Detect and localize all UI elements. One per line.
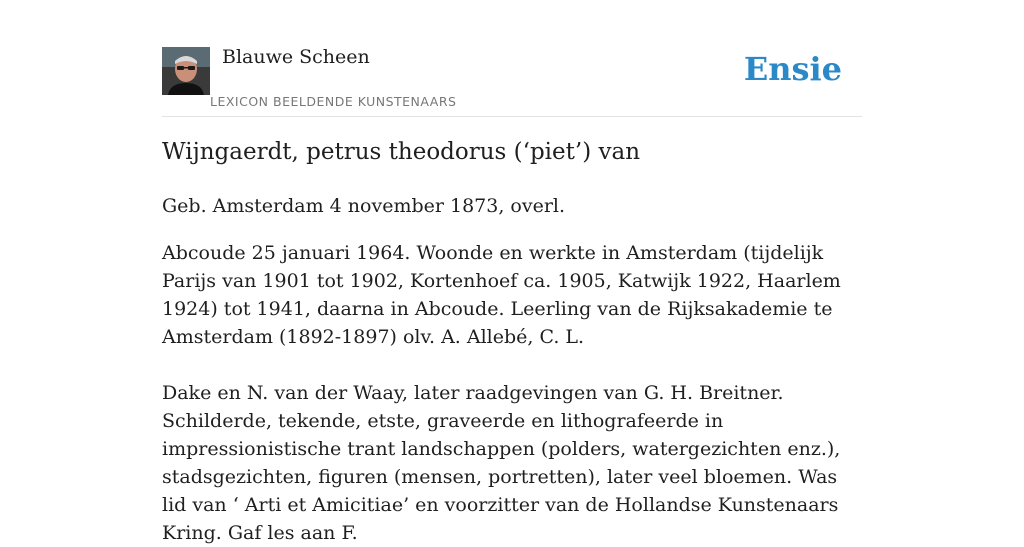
user-photo-icon bbox=[162, 47, 210, 95]
article-title: Wijngaerdt, petrus theodorus (‘piet’) van bbox=[162, 139, 641, 165]
author-avatar[interactable] bbox=[162, 47, 210, 95]
article-paragraph: Dake en N. van der Waay, later raadgevingen van G. H. Breitner. Schilderde, tekende, etste, graveerde en lithografeerde in impressionistische trant landschappen (polders, watergezichten enz.), stadsgezichten, figuren (mensen, portretten), later veel bloemen. Was lid van ‘ Arti et Amicitiae’ en voorzitter van de Hollandse Kunstenaars Kring. Gaf les aan F. bbox=[162, 382, 841, 544]
brand-logo[interactable]: Ensie bbox=[743, 50, 842, 88]
page-header bbox=[162, 0, 862, 117]
article-paragraph: Abcoude 25 januari 1964. Woonde en werkte in Amsterdam (tijdelijk Parijs van 1901 tot 1902, Kortenhoef ca. 1905, Katwijk 1922, Haarlem 1924) tot 1941, daarna in Abcoude. Leerling van de Rijksakademie te Amsterdam (1892-1897) olv. A. Allebé, C. L. bbox=[162, 242, 841, 348]
article-paragraph: Geb. Amsterdam 4 november 1873, overl. bbox=[162, 195, 566, 217]
collection-label[interactable]: LEXICON BEELDENDE KUNSTENAARS bbox=[210, 94, 457, 109]
article-body bbox=[162, 192, 862, 547]
author-name[interactable]: Blauwe Scheen bbox=[222, 46, 370, 68]
